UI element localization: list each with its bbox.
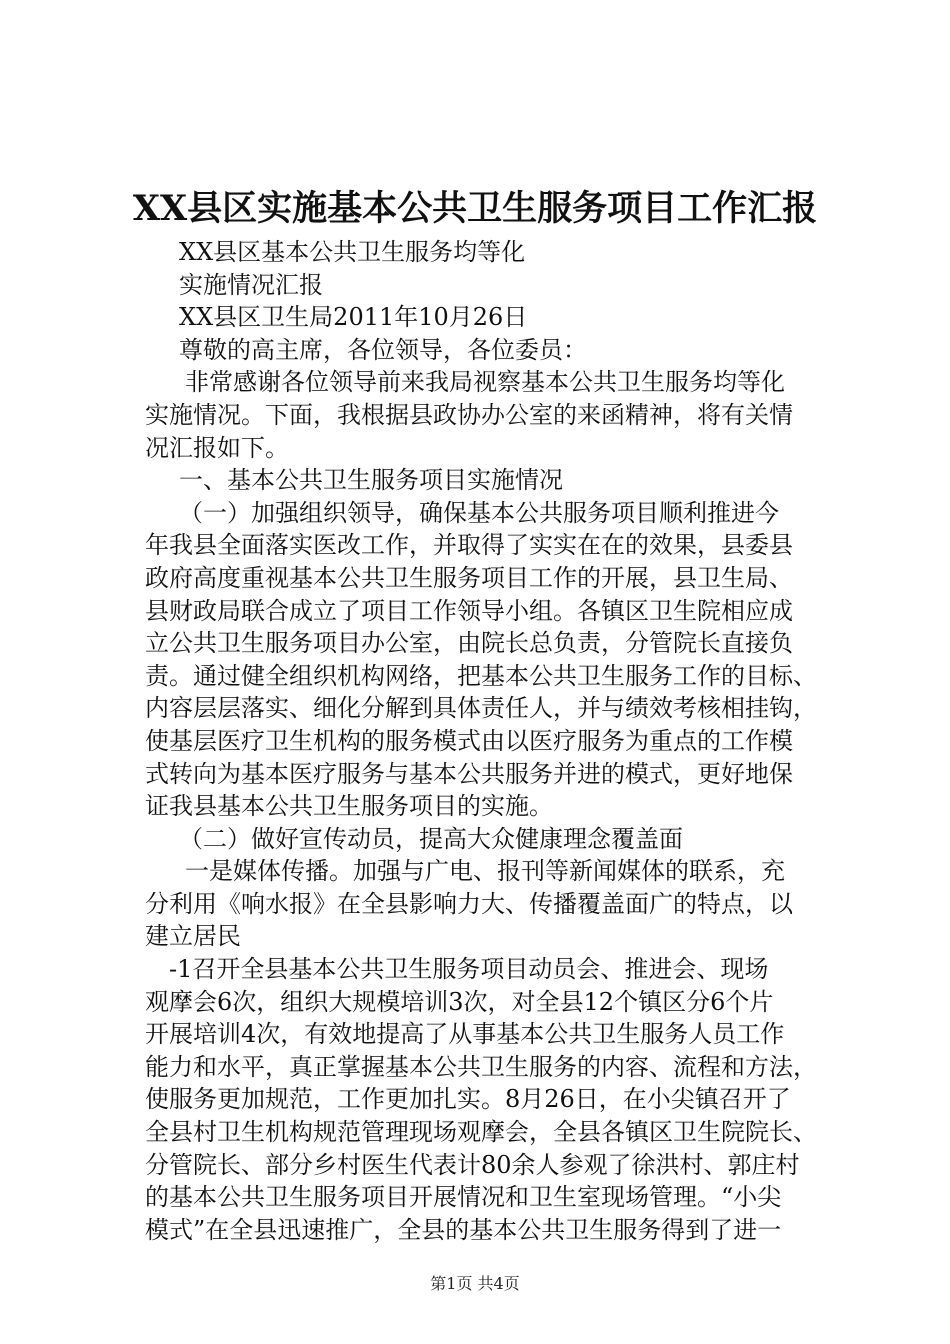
text-line: 分管院长、部分乡村医生代表计80余人参观了徐洪村、郭庄村 [145, 1150, 800, 1179]
subsection-heading: （二）做好宣传动员，提高大众健康理念覆盖面 [179, 824, 683, 853]
text-line: 尊敬的高主席，各位领导，各位委员： [179, 335, 587, 364]
text-line: 实施情况汇报 [179, 270, 323, 299]
text-line: XX县区卫生局2011年10月26日 [179, 303, 528, 332]
text-line: 分利用《响水报》在全县影响力大、传播覆盖面广的特点，以 [145, 889, 793, 918]
subsection-heading: （一）加强组织领导，确保基本公共服务项目顺利推进今 [179, 498, 779, 527]
text-line: 一是媒体传播。加强与广电、报刊等新闻媒体的联系，充 [185, 857, 785, 886]
text-line: 式转向为基本医疗服务与基本公共服务并进的模式，更好地保 [145, 759, 793, 788]
text-line: 非常感谢各位领导前来我局视察基本公共卫生服务均等化 [185, 368, 785, 397]
text-line: 责。通过健全组织机构网络，把基本公共卫生服务工作的目标、 [145, 661, 817, 690]
text-line: 使基层医疗卫生机构的服务模式由以医疗服务为重点的工作模 [145, 726, 793, 755]
text-line: XX县区基本公共卫生服务均等化 [179, 238, 526, 266]
text-line: 能力和水平，真正掌握基本公共卫生服务的内容、流程和方法， [145, 1052, 817, 1081]
section-heading: 一、基本公共卫生服务项目实施情况 [179, 466, 563, 495]
text-line: 县财政局联合成立了项目工作领导小组。各镇区卫生院相应成 [145, 596, 793, 625]
text-line: 使服务更加规范，工作更加扎实。8月26日，在小尖镇召开了 [145, 1085, 791, 1114]
text-line: 建立居民 [145, 922, 241, 951]
text-line: 况汇报如下。 [145, 433, 289, 462]
text-line: 政府高度重视基本公共卫生服务项目工作的开展，县卫生局、 [145, 563, 793, 592]
text-line: 证我县基本公共卫生服务项目的实施。 [145, 792, 553, 821]
text-line: -1召开全县基本公共卫生服务项目动员会、推进会、现场 [169, 955, 769, 984]
text-line: 的基本公共卫生服务项目开展情况和卫生室现场管理。“小尖 [145, 1183, 782, 1212]
text-line: 开展培训4次，有效地提高了从事基本公共卫生服务人员工作 [145, 1020, 785, 1049]
text-line: 实施情况。下面，我根据县政协办公室的来函精神，将有关情 [145, 400, 793, 429]
page-footer: 第1页 共4页 [430, 1274, 520, 1293]
text-line: 立公共卫生服务项目办公室，由院长总负责，分管院长直接负 [145, 629, 793, 658]
text-line: 内容层层落实、细化分解到具体责任人，并与绩效考核相挂钩， [145, 694, 817, 723]
text-line: 观摩会6次，组织大规模培训3次，对全县12个镇区分6个片 [145, 987, 774, 1016]
document-title: XX县区实施基本公共卫生服务项目工作汇报 [132, 188, 818, 229]
text-line: 年我县全面落实医改工作，并取得了实实在在的效果，县委县 [145, 531, 793, 560]
text-line: 模式”在全县迅速推广，全县的基本公共卫生服务得到了进一 [145, 1215, 782, 1244]
text-line: 全县村卫生机构规范管理现场观摩会，全县各镇区卫生院院长、 [145, 1118, 817, 1147]
document-body [145, 236, 825, 1246]
